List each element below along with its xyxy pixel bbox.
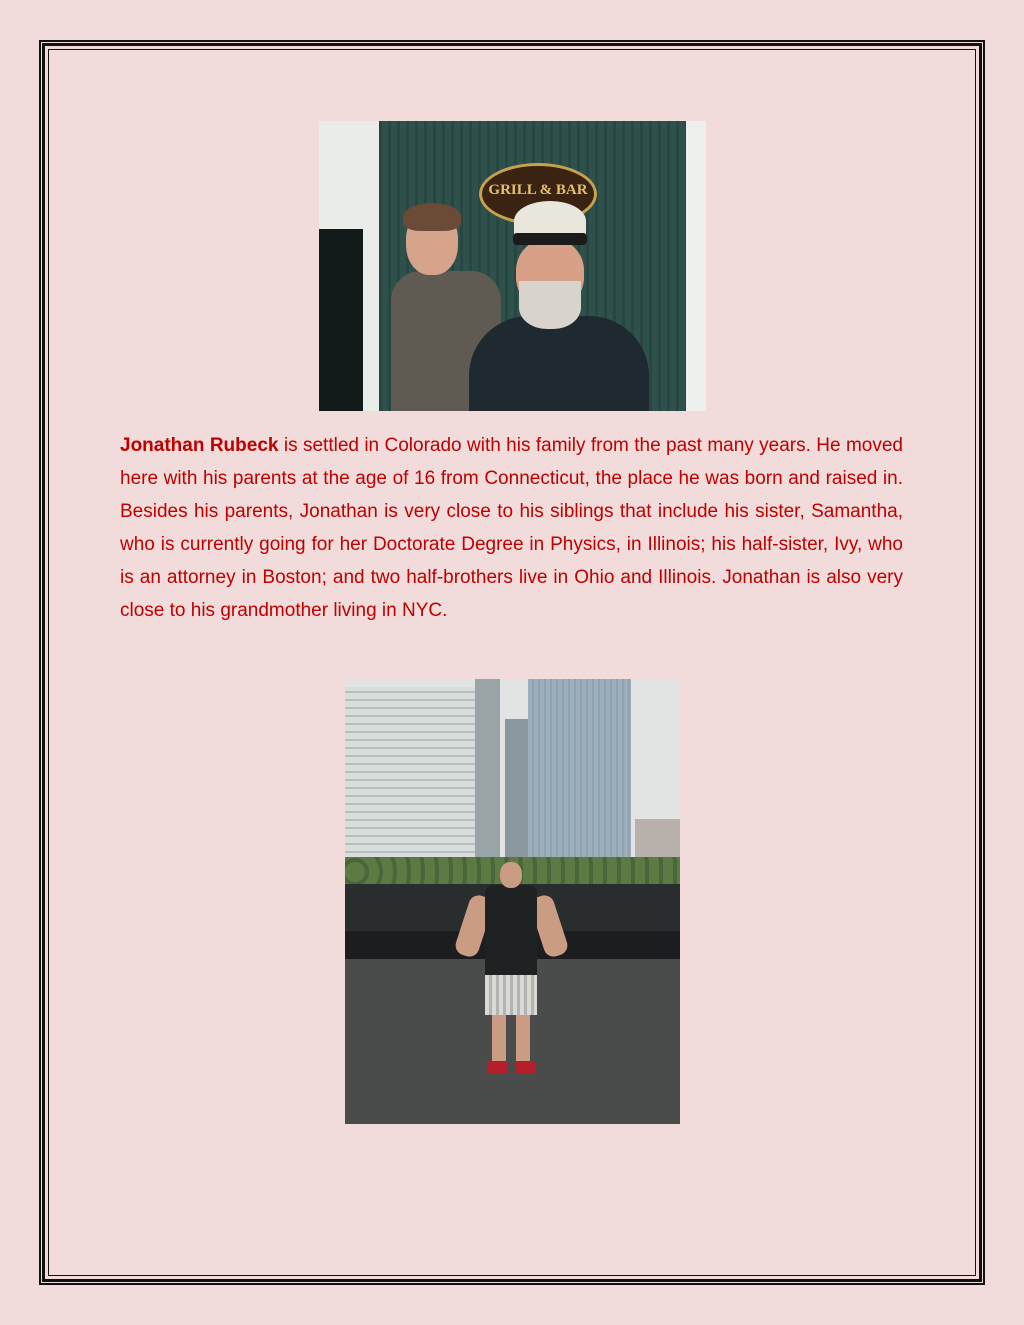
photo2-building-left-edge [475, 679, 500, 869]
photo1-sign-text: GRILL & BAR [488, 182, 588, 198]
photo1-statue-coat [469, 316, 649, 411]
photo1-statue-visor [513, 233, 587, 245]
photo1-doorway [319, 229, 363, 411]
photo2-person-shorts [485, 975, 537, 1015]
biography-text: is settled in Colorado with his family from the past many years. He moved here with his parents at the age of 16 from Connecticut, the place he was born and raised in. Besides his parents, Jonathan is very close to his siblings that include his sister, Samantha, who is currently going for her Doctorate Degree in Physics, in Illinois; his half-sister, Ivy, who is an attorney in Boston; and two half-brothers live in Ohio and Illinois. Jonathan is also very close to his grandmother living in NYC. [120, 435, 904, 621]
photo-man-with-captain-statue [319, 121, 706, 411]
biography-paragraph [120, 429, 903, 627]
photo2-building-right [528, 679, 631, 867]
photo2-person-shoes [487, 1061, 535, 1073]
photo2-person-legs [492, 1015, 530, 1063]
photo-man-at-memorial [345, 679, 680, 1124]
photo1-right-frame [686, 121, 706, 411]
photo2-person-shirt [485, 885, 537, 975]
person-name: Jonathan Rubeck [120, 435, 279, 456]
photo1-man-hair [403, 203, 461, 231]
photo1-statue-beard [519, 281, 581, 329]
photo2-person-head [500, 862, 522, 888]
